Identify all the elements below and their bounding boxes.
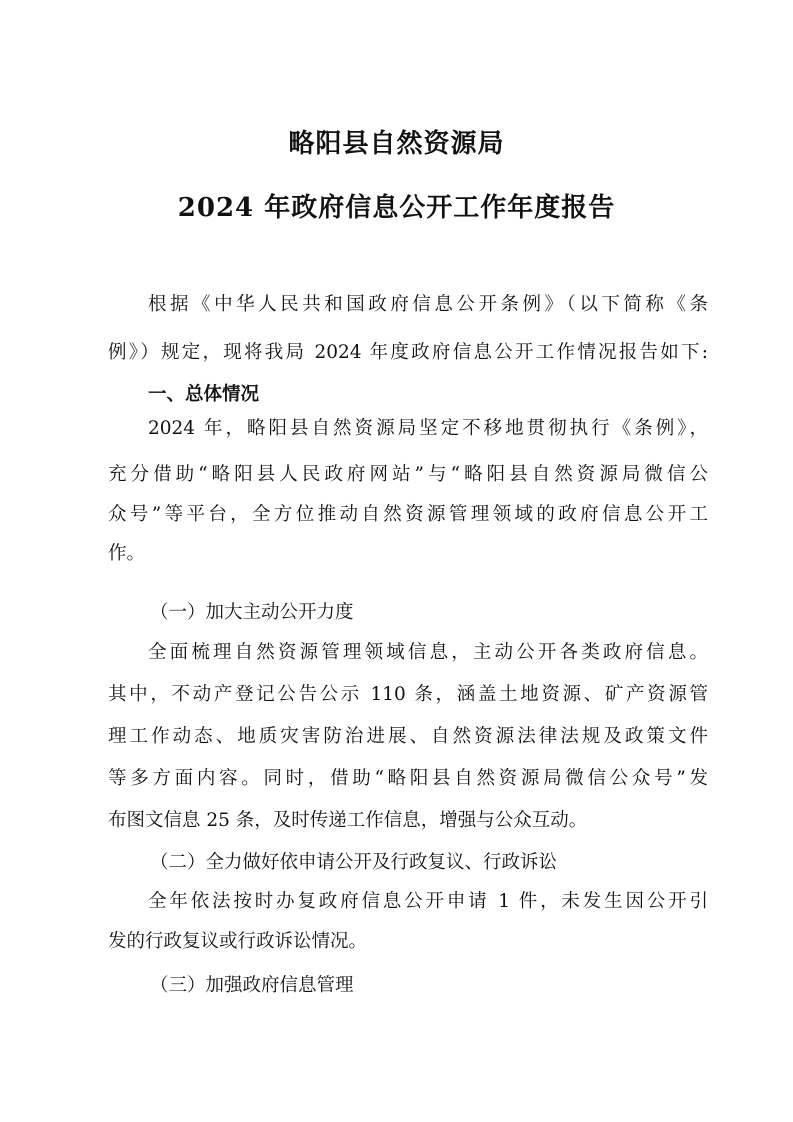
subsection-heading-2: （二）全力做好依申请公开及行政复议、行政诉讼 [150,852,558,873]
overview-line-1: 2024 年，略阳县自然资源局坚定不移地贯彻执行《条例》， [148,418,708,439]
overview-line-4: 作。 [108,543,146,564]
sub1-line-5: 布图文信息 25 条，及时传递工作信息，增强与公众互动。 [108,810,588,831]
overview-line-3: 众号”等平台，全方位推动自然资源管理领域的政府信息公开工 [108,504,708,525]
intro-line-2: 例》）规定，现将我局 2024 年度政府信息公开工作情况报告如下: [108,342,708,363]
title-line-1: 略阳县自然资源局 [288,129,505,159]
subsection-heading-1: （一）加大主动公开力度 [150,602,354,623]
sub2-line-1: 全年依法按时办复政府信息公开申请 1 件，未发生因公开引 [148,891,708,912]
overview-line-2: 充分借助“略阳县人民政府网站”与“略阳县自然资源局微信公 [108,464,708,485]
intro-line-1: 根据《中华人民共和国政府信息公开条例》（以下简称《条 [148,294,708,315]
title-line-2: 2024 年政府信息公开工作年度报告 [177,193,616,223]
section-heading-overview: 一、总体情况 [148,384,260,405]
subsection-heading-3: （三）加强政府信息管理 [150,975,354,996]
sub1-line-4: 等多方面内容。同时，借助“略阳县自然资源局微信公众号”发 [108,768,708,789]
sub1-line-3: 理工作动态、地质灾害防治进展、自然资源法律法规及政策文件 [108,726,708,747]
sub1-line-2: 其中，不动产登记公告公示 110 条，涵盖土地资源、矿产资源管 [108,684,708,705]
sub2-line-2: 发的行政复议或行政诉讼情况。 [108,931,368,952]
sub1-line-1: 全面梳理自然资源管理领域信息，主动公开各类政府信息。 [148,642,708,663]
